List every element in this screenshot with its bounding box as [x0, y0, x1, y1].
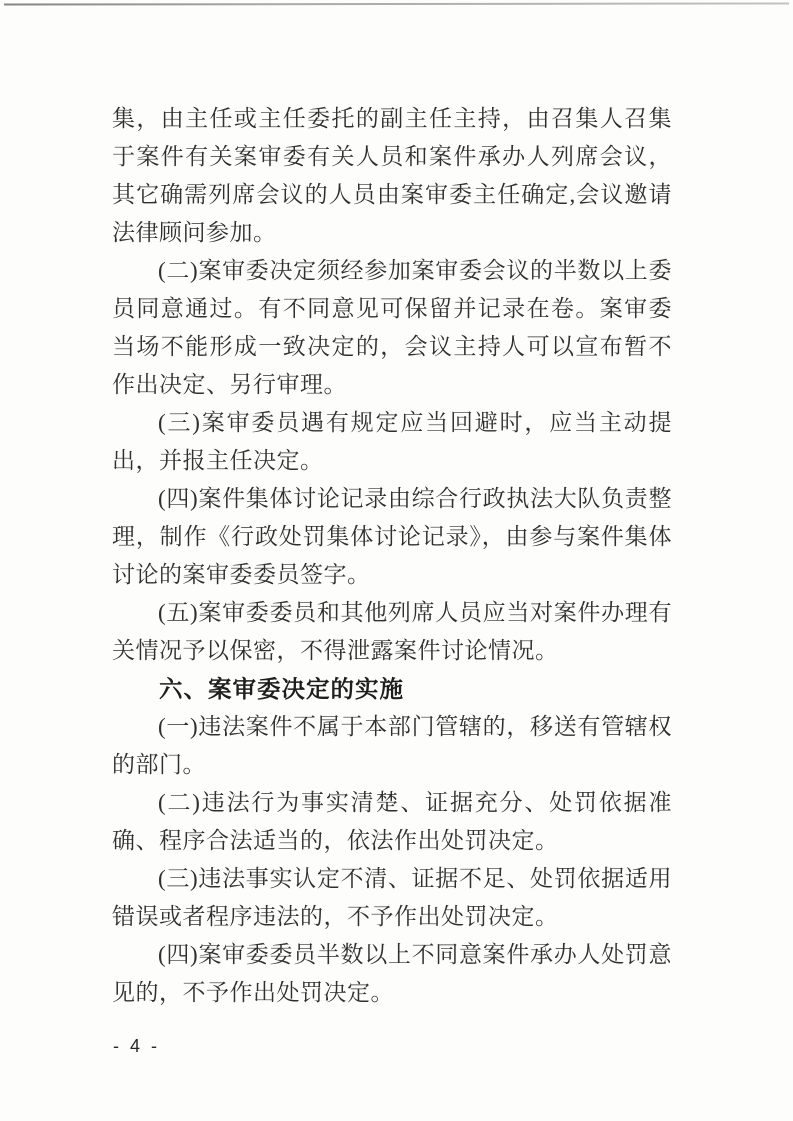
paragraph: (三)违法事实认定不清、证据不足、处罚依据适用错误或者程序违法的，不予作出处罚决定。 — [112, 866, 672, 929]
paragraph: (四)案件集体讨论记录由综合行政执法大队负责整理，制作《行政处罚集体讨论记录》，由参与案件集体讨论的案审委委员签字。 — [112, 486, 672, 587]
document-body — [112, 100, 672, 1012]
paragraph: (一)违法案件不属于本部门管辖的，移送有管辖权的部门。 — [112, 714, 672, 777]
paragraph: (二)违法行为事实清楚、证据充分、处罚依据准确、程序合法适当的，依法作出处罚决定。 — [112, 790, 672, 853]
paragraph: (二)案审委决定须经参加案审委会议的半数以上委员同意通过。有不同意见可保留并记录在卷。案审委当场不能形成一致决定的，会议主持人可以宣布暂不作出决定、另行审理。 — [112, 258, 672, 397]
page-number: - 4 - — [113, 1036, 161, 1056]
paragraph: 集，由主任或主任委托的副主任主持，由召集人召集于案件有关案审委有关人员和案件承办人列席会议，其它确需列席会议的人员由案审委主任确定,会议邀请法律顾问参加。 — [112, 106, 672, 245]
paragraph: (三)案审委员遇有规定应当回避时，应当主动提出，并报主任决定。 — [112, 410, 672, 473]
scan-artifact-line — [4, 2, 789, 5]
paragraph: (四)案审委委员半数以上不同意案件承办人处罚意见的，不予作出处罚决定。 — [112, 942, 672, 1005]
paragraph: (五)案审委委员和其他列席人员应当对案件办理有关情况予以保密，不得泄露案件讨论情况。 — [112, 600, 672, 663]
section-heading: 六、案审委决定的实施 — [159, 676, 404, 702]
